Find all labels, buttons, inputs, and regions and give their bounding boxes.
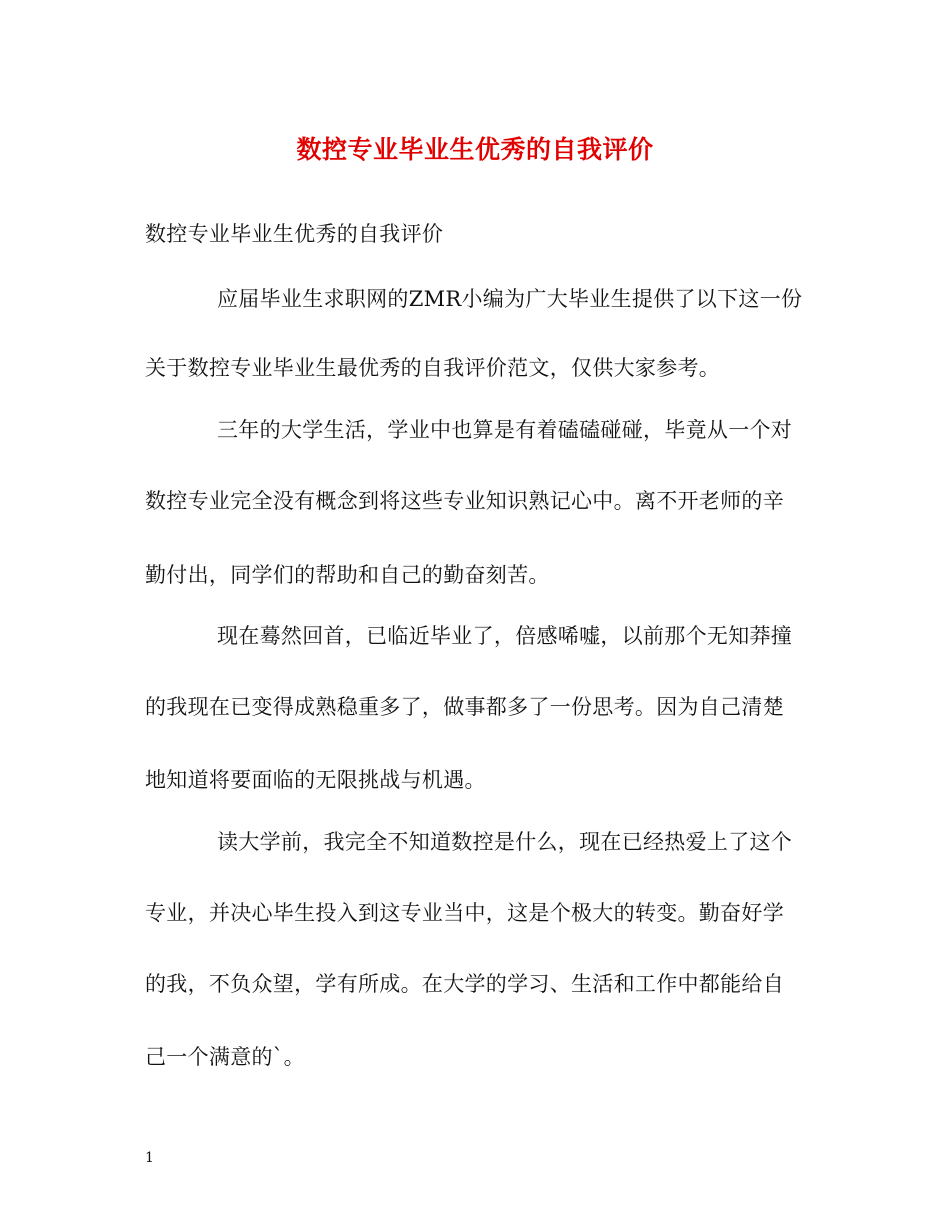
document-title: 数控专业毕业生优秀的自我评价 xyxy=(296,135,654,164)
paragraph-line: 关于数控专业毕业生最优秀的自我评价范文，仅供大家参考。 xyxy=(145,356,721,380)
paragraph-line: 地知道将要面临的无限挑战与机遇。 xyxy=(145,768,486,792)
document-subtitle: 数控专业毕业生优秀的自我评价 xyxy=(145,222,444,246)
paragraph-line: 读大学前，我完全不知道数控是什么，现在已经热爱上了这个 xyxy=(217,830,793,854)
paragraph-line: 勤付出，同学们的帮助和自己的勤奋刻苦。 xyxy=(145,563,550,587)
paragraph-line: 三年的大学生活，学业中也算是有着磕磕碰碰，毕竟从一个对 xyxy=(217,418,793,442)
paragraph-line: 的我现在已变得成熟稳重多了，做事都多了一份思考。因为自己清楚 xyxy=(145,695,784,719)
paragraph-line: 应届毕业生求职网的ZMR小编为广大毕业生提供了以下这一份 xyxy=(217,287,803,311)
paragraph-line: 数控专业完全没有概念到将这些专业知识熟记心中。离不开老师的辛 xyxy=(145,489,784,513)
paragraph-line: 现在蓦然回首，已临近毕业了，倍感唏嘘，以前那个无知莽撞 xyxy=(217,624,793,648)
paragraph-line: 专业，并决心毕生投入到这专业当中，这是个极大的转变。勤奋好学 xyxy=(145,901,784,925)
page-number: 1 xyxy=(145,1150,154,1166)
paragraph-line: 的我，不负众望，学有所成。在大学的学习、生活和工作中都能给自 xyxy=(145,972,784,996)
paragraph-line: 己一个满意的`。 xyxy=(145,1045,305,1069)
